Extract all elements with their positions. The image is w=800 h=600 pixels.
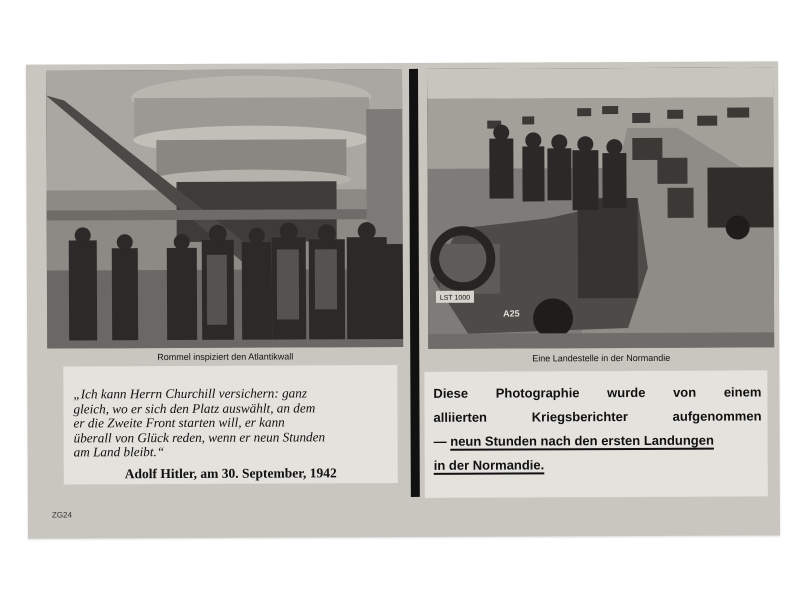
quote-line: gleich, wo er sich den Platz auswählt, an dem bbox=[73, 399, 316, 416]
info-line-1 bbox=[433, 384, 761, 400]
info-word: Photographie bbox=[495, 385, 580, 401]
normandy-landing-photo bbox=[427, 67, 774, 349]
rommel-photo bbox=[46, 69, 403, 349]
leaflet bbox=[26, 61, 780, 538]
vehicle-plate: LST 1000 bbox=[439, 294, 471, 302]
quote-text bbox=[73, 386, 389, 460]
quote-author: Adolf Hitler, am 30. September, 1942 bbox=[124, 465, 337, 482]
info-word: wurde bbox=[607, 384, 646, 401]
info-word: einem bbox=[723, 384, 762, 400]
quote-line: überall von Glück reden, wenn er neun Stunden bbox=[73, 428, 326, 445]
quote-line: am Land bleibt.“ bbox=[73, 444, 165, 460]
hitler-quote-box bbox=[63, 365, 398, 484]
leaflet-code: ZG24 bbox=[51, 510, 72, 520]
info-word: von bbox=[673, 384, 697, 400]
info-line-3 bbox=[434, 432, 762, 448]
quote-line: er die Zweite Front starten will, er kann bbox=[73, 414, 285, 431]
center-divider bbox=[409, 69, 420, 497]
left-photo-caption: Rommel inspiziert den Atlantikwall bbox=[157, 351, 294, 363]
info-dash: — bbox=[433, 433, 451, 449]
info-line-4 bbox=[434, 456, 762, 472]
vehicle-number: A25 bbox=[503, 308, 520, 319]
info-word: alliierten bbox=[433, 409, 488, 425]
info-line-2 bbox=[433, 408, 761, 424]
right-photo-caption: Eine Landestelle in der Normandie bbox=[532, 352, 671, 364]
quote-line: „Ich kann Herrn Churchill versichern: ganz bbox=[73, 385, 307, 402]
photo-info-box bbox=[424, 370, 768, 497]
info-underlined-text: neun Stunden nach den ersten Landungen bbox=[450, 432, 714, 449]
info-underlined-text: in der Normandie. bbox=[433, 457, 545, 473]
info-word: Diese bbox=[433, 385, 469, 401]
info-word: Kriegsberichter bbox=[531, 409, 628, 425]
info-word: aufgenommen bbox=[672, 408, 762, 424]
